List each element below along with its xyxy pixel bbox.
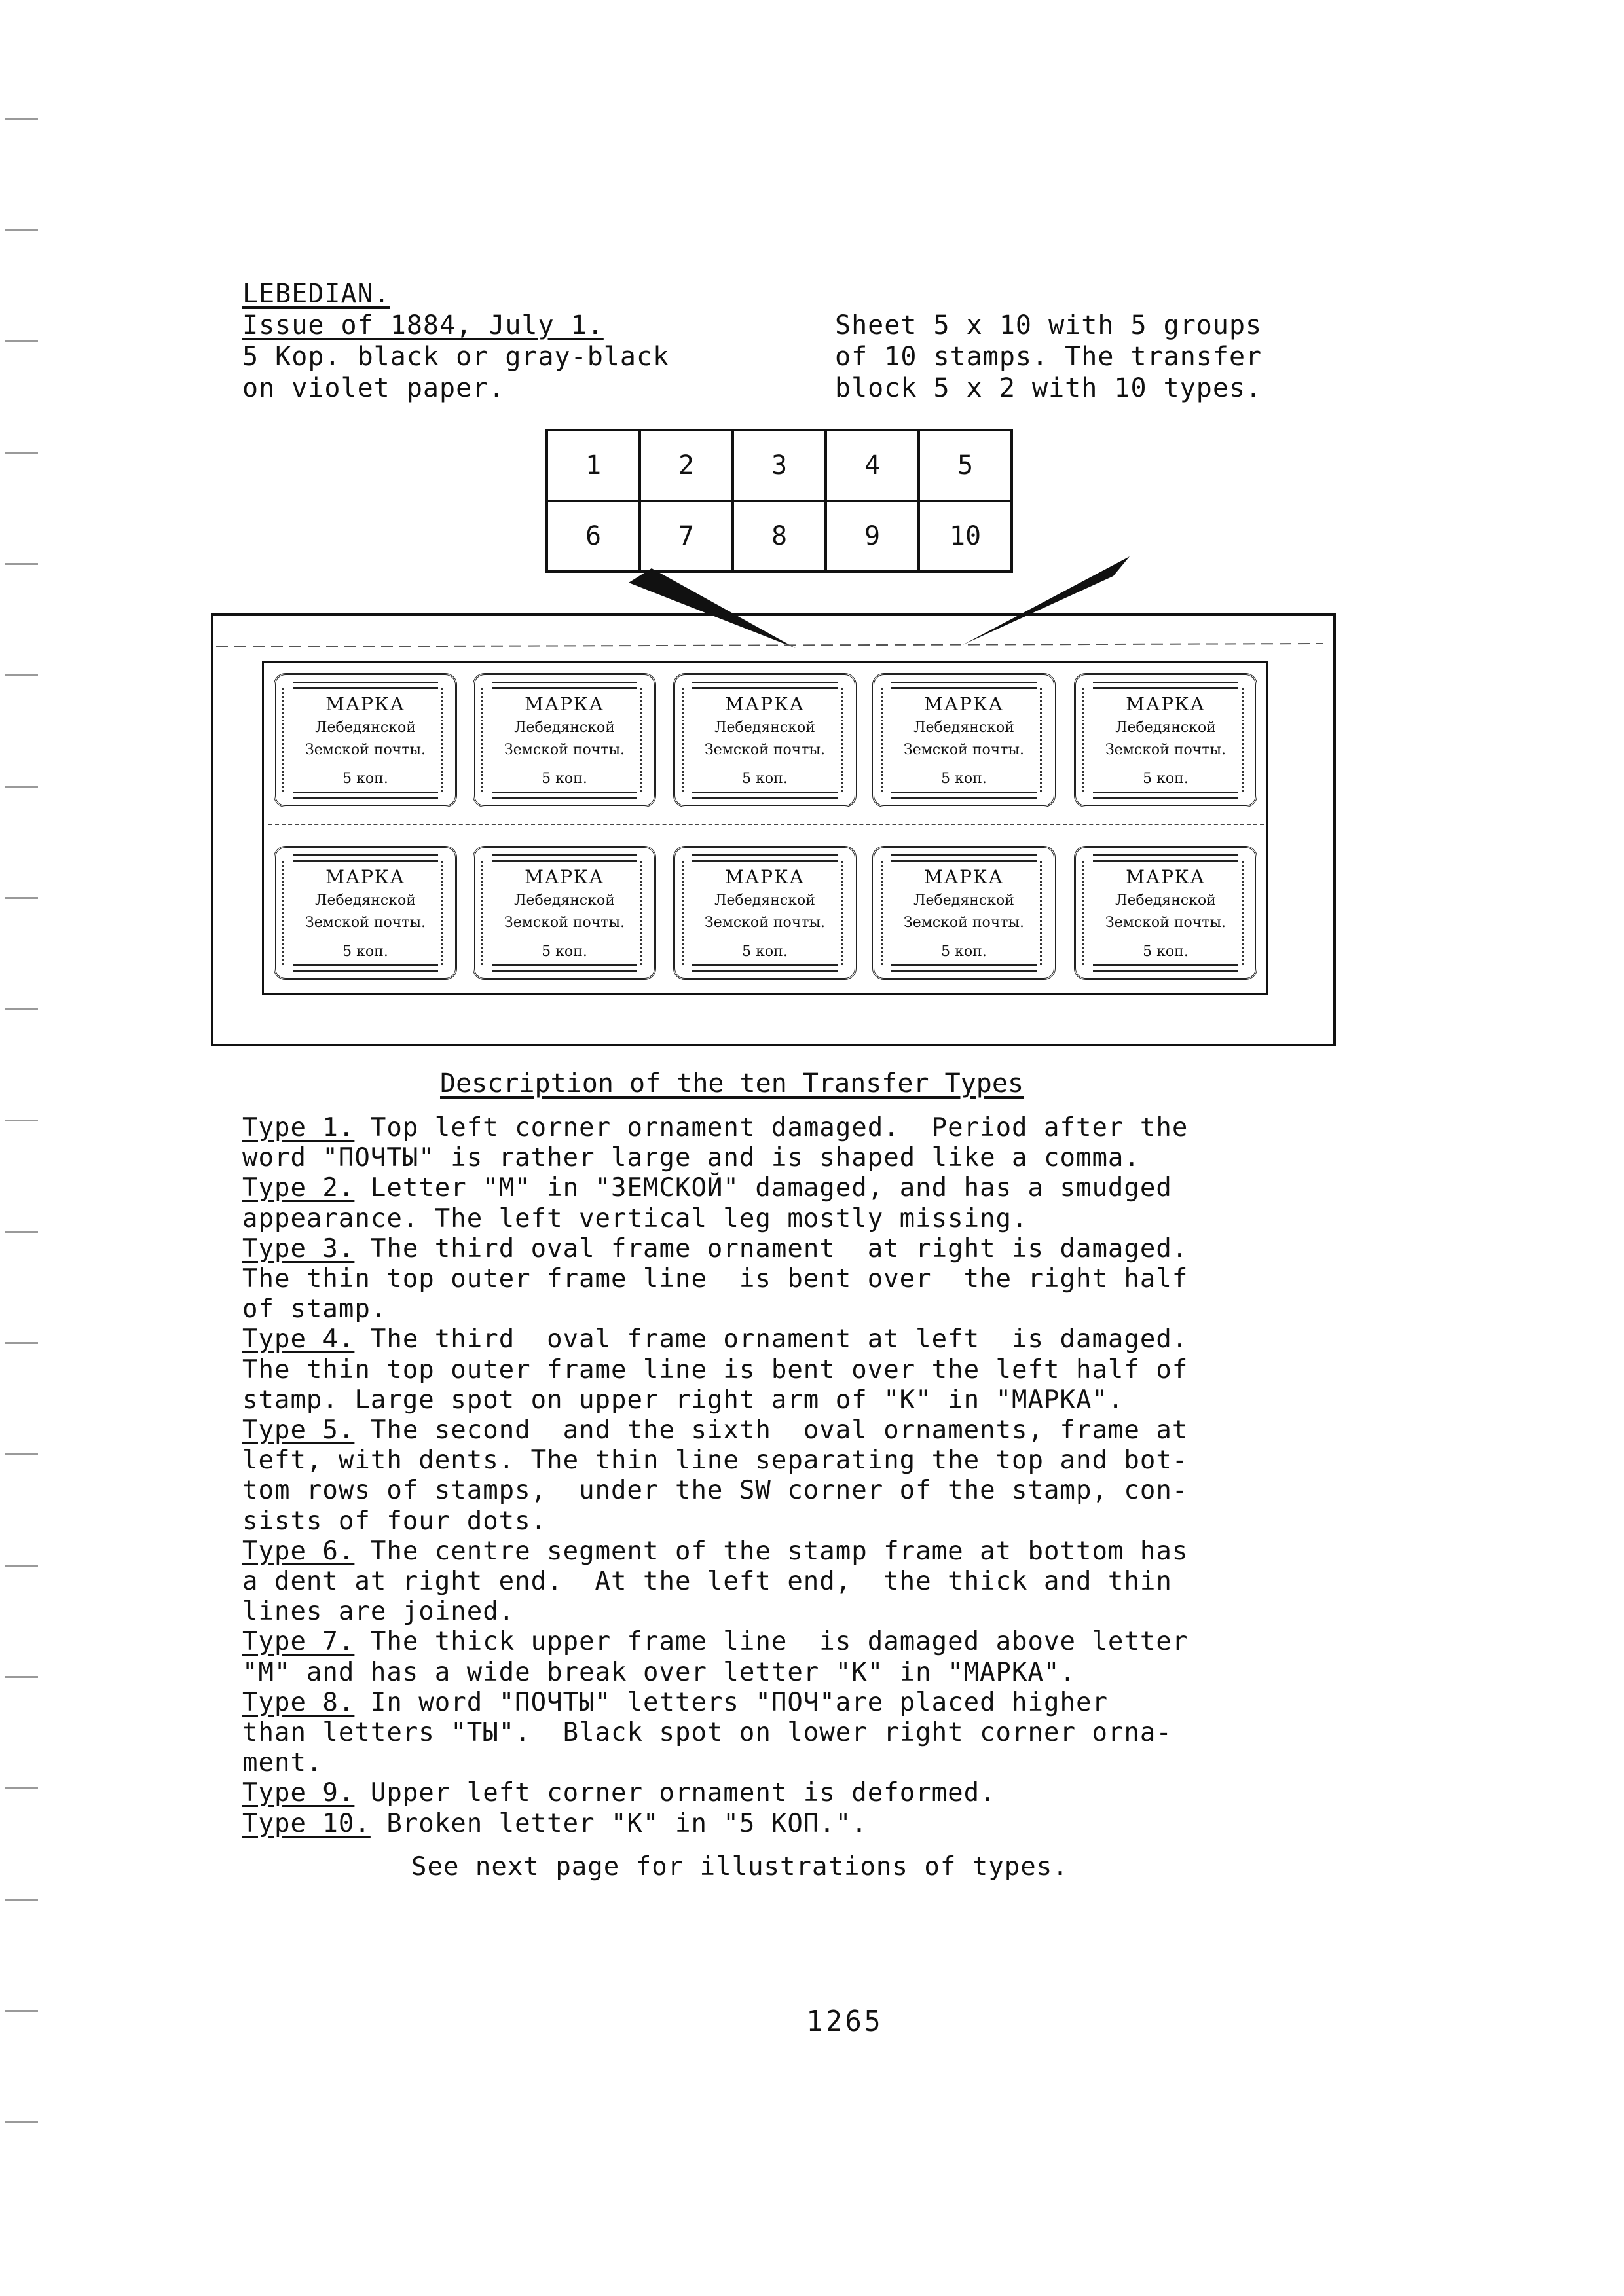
type-entry-continuation: [242, 1264, 1188, 1294]
stamp-top-frame: [692, 682, 838, 689]
type-label: Type 8.: [242, 1688, 355, 1717]
stamp-text-value: 5 коп.: [542, 771, 587, 787]
stamp-type-10: [1074, 846, 1257, 980]
stamp-text-lebedian: Лебедянской: [913, 720, 1014, 736]
stamp-text-value: 5 коп.: [1143, 771, 1189, 787]
type-text: left, with dents. The thin line separating the top and bot-: [242, 1446, 1189, 1475]
stamp-text-zemstvo: Земской почты.: [904, 915, 1024, 931]
type-label: Type 5.: [242, 1415, 355, 1445]
stamp-type-7: [473, 846, 656, 980]
stamp-bottom-frame: [1093, 792, 1238, 799]
stamp-text-zemstvo: Земской почты.: [705, 915, 825, 931]
type-entry-continuation: [242, 1567, 1172, 1597]
type-entry-2: [242, 1173, 1172, 1203]
type-text: appearance. The left vertical leg mostly missing.: [242, 1204, 1028, 1233]
type-label: Type 9.: [242, 1778, 355, 1808]
stamp-bottom-frame: [293, 964, 438, 972]
type-text: than letters "ТЫ". Black spot on lower right corner orna-: [242, 1718, 1172, 1747]
type-entry-6: [242, 1537, 1188, 1567]
description-title: Description of the ten Transfer Types: [440, 1068, 1024, 1099]
sheet-line-1: Sheet 5 x 10 with 5 groups: [835, 310, 1263, 340]
type-entry-continuation: [242, 1748, 322, 1778]
stamp-text-value: 5 коп.: [342, 943, 388, 960]
type-label: Type 2.: [242, 1173, 355, 1203]
grid-cell: 3: [733, 430, 826, 501]
margin-tick: [5, 1120, 38, 1121]
stamp-top-frame: [492, 854, 637, 862]
type-entry-9: [242, 1778, 996, 1808]
stamp-text-lebedian: Лебедянской: [514, 892, 615, 909]
type-text: The centre segment of the stamp frame at bottom has: [354, 1537, 1189, 1566]
grid-cell: 8: [733, 501, 826, 572]
type-entry-continuation: [242, 1718, 1172, 1748]
type-text: "M" and has a wide break over letter "K" in "МАРКА".: [242, 1658, 1076, 1687]
stamp-text-value: 5 коп.: [1143, 943, 1189, 960]
stamp-type-8: [673, 846, 857, 980]
row-separator-line: [268, 824, 1264, 825]
margin-tick: [5, 2010, 38, 2012]
type-entry-3: [242, 1234, 1188, 1264]
stamp-bottom-frame: [293, 792, 438, 799]
type-label: Type 6.: [242, 1537, 355, 1566]
sheet-line-2: of 10 stamps. The transfer: [835, 342, 1263, 372]
type-entry-continuation: [242, 1204, 1028, 1234]
stamp-text-lebedian: Лебедянской: [1115, 892, 1216, 909]
grid-cell: 10: [919, 501, 1012, 572]
stamp-text-zemstvo: Земской почты.: [305, 915, 426, 931]
grid-cell: 4: [826, 430, 919, 501]
type-text: Letter "M" in "ЗЕМСКОЙ" damaged, and has a smudged: [354, 1173, 1172, 1203]
type-entry-continuation: [242, 1446, 1188, 1476]
grid-cell: 1: [547, 430, 640, 501]
stamp-text-lebedian: Лебедянской: [714, 892, 815, 909]
stamp-text-zemstvo: Земской почты.: [705, 742, 825, 758]
stamp-bottom-frame: [492, 792, 637, 799]
stamp-top-frame: [1093, 682, 1238, 689]
stamp-text-marka: МАРКА: [325, 866, 405, 888]
margin-tick: [5, 897, 38, 899]
stamp-text-zemstvo: Земской почты.: [1105, 915, 1226, 931]
stamp-top-frame: [1093, 854, 1238, 862]
grid-cell: 2: [640, 430, 733, 501]
margin-tick: [5, 786, 38, 788]
margin-tick: [5, 2121, 38, 2123]
stamp-text-lebedian: Лебедянской: [315, 720, 416, 736]
stamp-bottom-frame: [692, 792, 838, 799]
grid-cell: 5: [919, 430, 1012, 501]
type-entry-10: [242, 1809, 868, 1839]
stamp-text-zemstvo: Земской почты.: [504, 742, 625, 758]
type-label: Type 7.: [242, 1627, 355, 1656]
type-text: sists of four dots.: [242, 1506, 547, 1536]
stamp-text-zemstvo: Земской почты.: [1105, 742, 1226, 758]
stamp-text-zemstvo: Земской почты.: [904, 742, 1024, 758]
stamp-top-frame: [293, 682, 438, 689]
margin-tick: [5, 1342, 38, 1344]
type-text: The second and the sixth oval ornaments, frame at: [354, 1415, 1189, 1445]
margin-tick: [5, 1787, 38, 1789]
stamp-text-marka: МАРКА: [525, 866, 604, 888]
type-entry-continuation: [242, 1658, 1076, 1688]
type-label: Type 4.: [242, 1324, 355, 1354]
type-label: Type 3.: [242, 1234, 355, 1264]
stamp-type-2: [473, 673, 656, 807]
pointer-arrows: [0, 0, 1624, 720]
type-text: The thin top outer frame line is bent over the left half of: [242, 1355, 1189, 1385]
grid-cell: 7: [640, 501, 733, 572]
stamp-top-frame: [891, 854, 1037, 862]
type-entry-8: [242, 1688, 1108, 1718]
stamp-bottom-frame: [891, 792, 1037, 799]
stamp-type-4: [872, 673, 1056, 807]
stamp-type-9: [872, 846, 1056, 980]
type-text: The third oval frame ornament at right is damaged.: [354, 1234, 1189, 1264]
sheet-line-3: block 5 x 2 with 10 types.: [835, 373, 1263, 403]
stamp-text-value: 5 коп.: [742, 771, 788, 787]
type-entry-continuation: [242, 1506, 547, 1537]
type-text: word "ПОЧТЫ" is rather large and is shaped like a comma.: [242, 1143, 1140, 1173]
margin-tick: [5, 1565, 38, 1567]
type-entry-7: [242, 1627, 1188, 1657]
type-label: Type 10.: [242, 1809, 371, 1838]
type-entry-1: [242, 1113, 1188, 1143]
stamp-text-lebedian: Лебедянской: [315, 892, 416, 909]
stamp-text-lebedian: Лебедянской: [913, 892, 1014, 909]
type-text: The third oval frame ornament at left is damaged.: [354, 1324, 1189, 1354]
margin-tick: [5, 1453, 38, 1455]
type-entry-continuation: [242, 1355, 1188, 1385]
type-text: Broken letter "K" in "5 КОП.".: [370, 1809, 868, 1838]
stamp-text-marka: МАРКА: [525, 693, 604, 715]
grid-cell: 9: [826, 501, 919, 572]
stamp-text-marka: МАРКА: [725, 693, 805, 715]
stamp-text-zemstvo: Земской почты.: [504, 915, 625, 931]
type-text: The thick upper frame line is damaged above letter: [354, 1627, 1189, 1656]
page-number: 1265: [807, 2005, 883, 2038]
type-entry-continuation: [242, 1385, 1124, 1415]
footer-note: See next page for illustrations of types.: [411, 1852, 1069, 1882]
stamp-text-marka: МАРКА: [325, 693, 405, 715]
type-text: of stamp.: [242, 1294, 387, 1324]
margin-tick: [5, 1676, 38, 1678]
stamp-bottom-frame: [492, 964, 637, 972]
stamp-text-zemstvo: Земской почты.: [305, 742, 426, 758]
stamp-text-lebedian: Лебедянской: [1115, 720, 1216, 736]
type-entry-continuation: [242, 1143, 1140, 1173]
margin-tick: [5, 1899, 38, 1901]
type-text: In word "ПОЧТЫ" letters "ПОЧ"are placed higher: [354, 1688, 1108, 1717]
stamp-text-marka: МАРКА: [924, 866, 1004, 888]
stamp-text-marka: МАРКА: [1126, 693, 1206, 715]
type-text: lines are joined.: [242, 1597, 515, 1626]
value-line-1: 5 Kop. black or gray-black: [242, 342, 670, 372]
stamp-text-lebedian: Лебедянской: [714, 720, 815, 736]
type-entry-continuation: [242, 1476, 1188, 1506]
margin-tick: [5, 1231, 38, 1233]
type-text: stamp. Large spot on upper right arm of "K" in "МАРКА".: [242, 1385, 1124, 1415]
stamp-bottom-frame: [891, 964, 1037, 972]
stamp-type-1: [274, 673, 457, 807]
stamp-type-6: [274, 846, 457, 980]
type-entry-continuation: [242, 1597, 515, 1627]
stamp-top-frame: [692, 854, 838, 862]
stamp-text-marka: МАРКА: [1126, 866, 1206, 888]
type-label: Type 1.: [242, 1113, 355, 1142]
stamp-top-frame: [492, 682, 637, 689]
stamp-text-value: 5 коп.: [342, 771, 388, 787]
stamp-text-value: 5 коп.: [542, 943, 587, 960]
type-text: Top left corner ornament damaged. Period after the: [354, 1113, 1189, 1142]
stamp-top-frame: [293, 854, 438, 862]
type-text: a dent at right end. At the left end, the thick and thin: [242, 1567, 1172, 1596]
stamp-text-value: 5 коп.: [941, 771, 987, 787]
stamp-text-marka: МАРКА: [725, 866, 805, 888]
stamp-type-3: [673, 673, 857, 807]
type-entry-5: [242, 1415, 1188, 1446]
stamp-text-value: 5 коп.: [941, 943, 987, 960]
margin-tick: [5, 1008, 38, 1010]
type-text: tom rows of stamps, under the SW corner of the stamp, con-: [242, 1476, 1189, 1505]
grid-cell: 6: [547, 501, 640, 572]
type-text: Upper left corner ornament is deformed.: [354, 1778, 996, 1808]
stamp-text-value: 5 коп.: [742, 943, 788, 960]
section-title: LEBEDIAN.: [242, 279, 390, 309]
stamp-text-marka: МАРКА: [924, 693, 1004, 715]
stamp-text-lebedian: Лебедянской: [514, 720, 615, 736]
type-text: ment.: [242, 1748, 323, 1777]
type-text: The thin top outer frame line is bent over the right half: [242, 1264, 1189, 1294]
stamp-top-frame: [891, 682, 1037, 689]
stamp-bottom-frame: [692, 964, 838, 972]
issue-line: Issue of 1884, July 1.: [242, 310, 604, 340]
value-line-2: on violet paper.: [242, 373, 506, 403]
stamp-type-5: [1074, 673, 1257, 807]
type-entry-continuation: [242, 1294, 386, 1324]
type-entry-4: [242, 1324, 1188, 1355]
stamp-bottom-frame: [1093, 964, 1238, 972]
